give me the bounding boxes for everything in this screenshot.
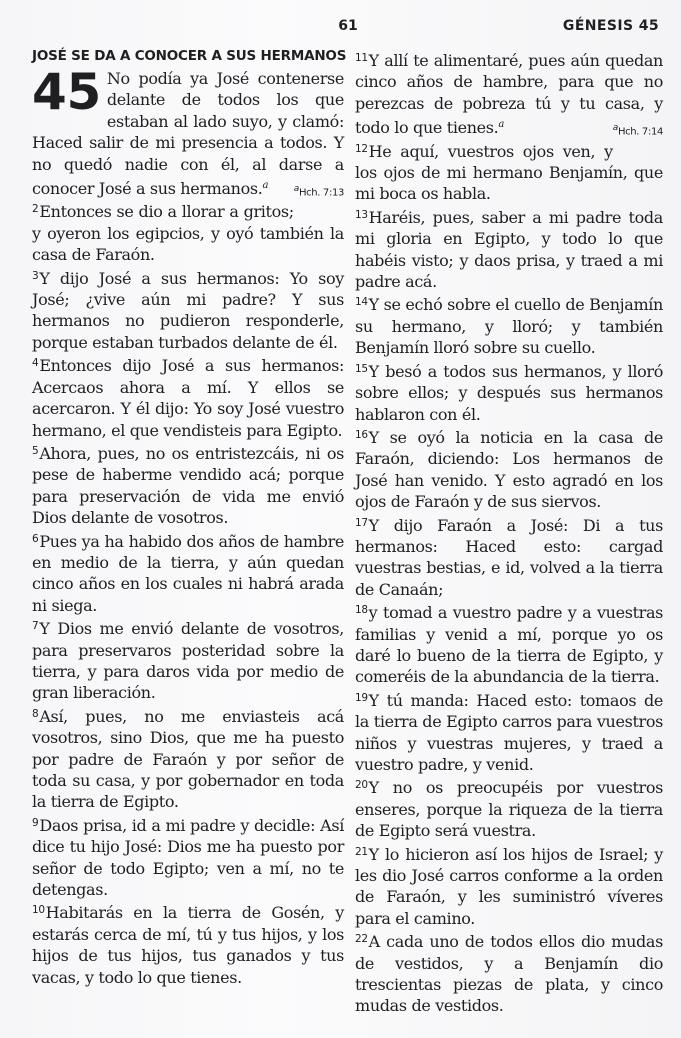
verse-number: 8 bbox=[32, 707, 39, 720]
verse-number: 9 bbox=[32, 816, 39, 829]
footnote-marker: a bbox=[262, 180, 269, 192]
verse-number: 7 bbox=[32, 620, 39, 633]
verse-text: Y no os preocupéis por vuestros enseres, porque la riqueza de la tierra de Egipto será vuestra. bbox=[355, 778, 663, 841]
cross-reference bbox=[294, 179, 344, 204]
page-number: 61 bbox=[338, 18, 358, 34]
verse-number: 21 bbox=[355, 845, 368, 858]
verse bbox=[32, 616, 344, 704]
verse bbox=[355, 688, 663, 776]
xref-letter: a bbox=[612, 123, 618, 134]
verse-number: 20 bbox=[355, 779, 368, 792]
verse bbox=[355, 842, 663, 930]
running-head: GÉNESIS 45 bbox=[562, 18, 659, 34]
verse-text: Y tú manda: Haced esto: tomaos de la tierra de Egipto carros para vuestros niños y vuestras mujeres, y traed a vuestro padre, y venid. bbox=[355, 690, 663, 774]
verse-number: 15 bbox=[355, 362, 368, 375]
section-heading: JOSÉ SE DA A CONOCER A SUS HERMANOS bbox=[32, 48, 347, 64]
verse-number: 13 bbox=[355, 208, 368, 221]
verse bbox=[355, 359, 663, 425]
verse-text: Y besó a todos sus hermanos, y lloró sobre ellos; y después sus hermanos hablaron con él. bbox=[355, 361, 663, 424]
verse bbox=[355, 425, 663, 513]
verse-number: 19 bbox=[355, 691, 368, 704]
verse-number: 2 bbox=[32, 203, 39, 216]
chapter-number: 45 bbox=[32, 63, 101, 121]
verse-text: Y allí te alimentaré, pues aún quedan cinco años de hambre, para que no perezcas de pobreza tú y tu casa, y todo lo que tienes. bbox=[355, 51, 663, 138]
verse-text: He aquí, vuestros ojos ven, y los ojos de mi hermano Benjamín, que mi boca os habla. bbox=[355, 141, 663, 204]
verse-number: 12 bbox=[355, 142, 368, 155]
verse-text: No podía ya José contenerse delante de todos los que estaban al lado suyo, y clamó: Haced salir de mi presencia a todos. Y no quedó nadie con él, al darse a conocer José a sus hermanos. bbox=[32, 69, 344, 199]
verse-text: Y se oyó la noticia en la casa de Faraón, diciendo: Los hermanos de José han venido. Y esto agradó en los ojos de Faraón y de sus siervos. bbox=[355, 427, 663, 512]
xref-text: Hch. 7:14 bbox=[617, 126, 663, 138]
verse-text: A cada uno de todos ellos dio mudas de vestidos, y a Benjamín dio trescientas piezas de plata, y cinco mudas de vestidos. bbox=[355, 932, 663, 1016]
cross-reference bbox=[613, 118, 663, 143]
verse-text: Entonces se dio a llorar a gritos; y oyeron los egipcios, y oyó también la casa de Faraón. bbox=[32, 202, 344, 265]
verse-number: 4 bbox=[32, 357, 39, 370]
left-column bbox=[32, 48, 347, 988]
verse bbox=[355, 775, 663, 841]
verse bbox=[32, 704, 344, 813]
verse bbox=[32, 353, 344, 441]
right-column bbox=[355, 48, 663, 1017]
verse-text: Daos prisa, id a mi padre y decidle: Así dice tu hijo José: Dios me ha puesto por señor de todo Egipto; ven a mí, no te detengas. bbox=[32, 815, 344, 900]
verse bbox=[355, 292, 663, 358]
verse-text: Y lo hicieron así los hijos de Israel; y les dio José carros conforme a la orden de Faraón, y les suministró víveres para el camino. bbox=[355, 844, 663, 928]
verse-text: Y dijo Faraón a José: Di a tus hermanos: Haced esto: cargad vuestras bestias, e id, volved a la tierra de Canaán; bbox=[355, 515, 663, 599]
verse-text: y tomad a vuestro padre y a vuestras familias y venid a mí, porque yo os daré lo bueno de la tierra de Egipto, y comeréis de la abundancia de la tierra. bbox=[355, 603, 663, 687]
verse-number: 3 bbox=[32, 269, 39, 282]
verse bbox=[355, 513, 663, 601]
right-verses bbox=[355, 139, 663, 1017]
xref-letter: a bbox=[293, 184, 299, 195]
verse-text: Y Dios me envió delante de vosotros, para preservaros posteridad sobre la tierra, y para daros vida por medio de gran liberación. bbox=[32, 619, 344, 703]
verse bbox=[32, 441, 344, 529]
verse bbox=[32, 813, 344, 901]
verse-number: 17 bbox=[355, 516, 368, 529]
verse bbox=[355, 205, 663, 293]
verse bbox=[32, 900, 344, 988]
verse-text: Y dijo José a sus hermanos: Yo soy José; ¿vive aún mi padre? Y sus hermanos no pudieron responderle, porque estaban turbados delante de él. bbox=[32, 268, 344, 352]
verse-number: 11 bbox=[355, 52, 368, 64]
footnote-marker: a bbox=[498, 119, 505, 131]
verse bbox=[32, 266, 344, 354]
verse-text: Entonces dijo José a sus hermanos: Acercaos ahora a mí. Y ellos se acercaron. Y él dijo: Yo soy José vuestro hermano, el que vendisteis para Egipto. bbox=[32, 356, 344, 440]
verse-number: 18 bbox=[355, 604, 368, 617]
verse-text: Habitarás en la tierra de Gosén, y estarás cerca de mí, tú y tus hijos, y los hijos de tus hijos, tus ganados y tus vacas, y todo lo que tienes. bbox=[32, 903, 344, 987]
verse bbox=[355, 139, 663, 205]
verse-number: 16 bbox=[355, 428, 368, 441]
verse-number: 6 bbox=[32, 532, 39, 545]
verse bbox=[32, 199, 344, 265]
verse-number: 14 bbox=[355, 296, 368, 309]
verse-number: 10 bbox=[32, 904, 45, 917]
verse-number: 22 bbox=[355, 933, 368, 946]
verse-text: Ahora, pues, no os entristezcáis, ni os pese de haberme vendido acá; porque para preservación de vida me envió Dios delante de vosotros. bbox=[32, 443, 344, 528]
verse-11 bbox=[355, 48, 663, 139]
xref-text: Hch. 7:13 bbox=[298, 187, 344, 199]
verse bbox=[32, 529, 344, 617]
verse bbox=[355, 929, 663, 1017]
verse-text: Haréis, pues, saber a mi padre toda mi gloria en Egipto, y todo lo que habéis visto; y daos prisa, y traed a mi padre acá. bbox=[355, 207, 663, 292]
verse-number: 5 bbox=[32, 444, 39, 457]
left-verses bbox=[32, 199, 344, 988]
verse-text: Y se echó sobre el cuello de Benjamín su hermano, y lloró; y también Benjamín lloró sobre su cuello. bbox=[355, 295, 663, 358]
verse-text: Así, pues, no me enviasteis acá vosotros, sino Dios, que me ha puesto por padre de Faraón y por señor de toda su casa, y por gobernador en toda la tierra de Egipto. bbox=[32, 706, 344, 812]
verse-text: Pues ya ha habido dos años de hambre en medio de la tierra, y aún quedan cinco años en los cuales ni habrá arada ni siega. bbox=[32, 531, 344, 615]
verse-1 bbox=[32, 63, 344, 199]
verse bbox=[355, 600, 663, 688]
